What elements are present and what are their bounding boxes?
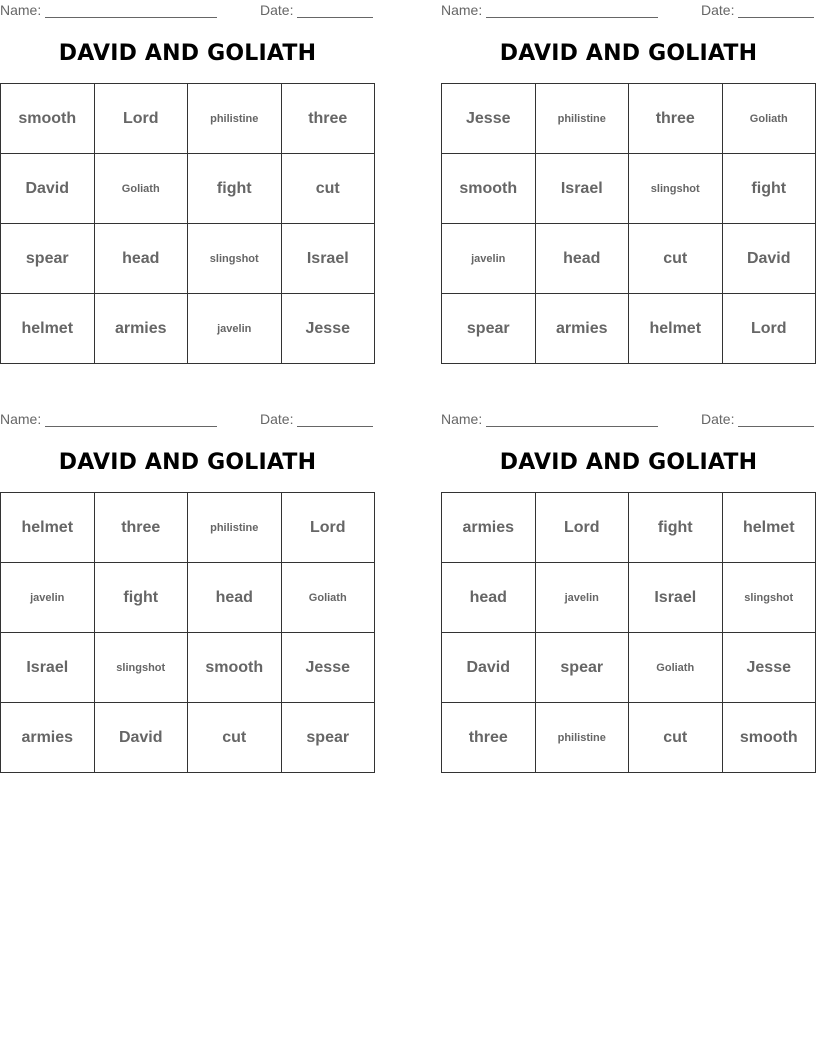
grid-cell: spear — [1, 224, 95, 294]
grid-cell: three — [94, 493, 188, 563]
grid-cell: spear — [535, 633, 629, 703]
grid-cell: Lord — [94, 84, 188, 154]
date-blank — [738, 3, 814, 18]
grid-cell: Lord — [281, 493, 375, 563]
grid-cell: three — [442, 703, 536, 773]
grid-cell: armies — [94, 294, 188, 364]
grid-row — [442, 703, 816, 773]
grid-row — [1, 84, 375, 154]
grid-cell: Jesse — [281, 633, 375, 703]
grid-cell: fight — [722, 154, 816, 224]
grid-cell: Goliath — [281, 563, 375, 633]
date-label: Date: — [701, 2, 735, 18]
grid-cell: philistine — [188, 84, 282, 154]
grid-cell: head — [535, 224, 629, 294]
name-label: Name: — [0, 411, 42, 427]
grid-cell: Jesse — [281, 294, 375, 364]
grid-cell: Goliath — [629, 633, 723, 703]
grid-cell: helmet — [1, 294, 95, 364]
date-blank — [297, 3, 373, 18]
date-label: Date: — [701, 411, 735, 427]
grid-cell: javelin — [442, 224, 536, 294]
grid-row — [442, 294, 816, 364]
grid-cell: cut — [281, 154, 375, 224]
grid-cell: javelin — [1, 563, 95, 633]
grid-cell: smooth — [188, 633, 282, 703]
grid-cell: David — [442, 633, 536, 703]
name-blank — [486, 3, 658, 18]
grid-cell: spear — [281, 703, 375, 773]
bingo-card-4 — [441, 409, 816, 782]
date-blank — [297, 412, 373, 427]
name-date-line — [0, 2, 375, 20]
grid-cell: David — [722, 224, 816, 294]
grid-cell: helmet — [629, 294, 723, 364]
grid-cell: Israel — [535, 154, 629, 224]
grid-cell: fight — [629, 493, 723, 563]
grid-cell: javelin — [535, 563, 629, 633]
name-label: Name: — [441, 411, 483, 427]
grid-cell: philistine — [188, 493, 282, 563]
bingo-grid — [441, 492, 816, 773]
grid-cell: head — [188, 563, 282, 633]
grid-cell: Lord — [535, 493, 629, 563]
name-date-line — [441, 2, 816, 20]
grid-row — [1, 154, 375, 224]
grid-cell: smooth — [722, 703, 816, 773]
name-label: Name: — [0, 2, 42, 18]
grid-cell: helmet — [722, 493, 816, 563]
grid-cell: fight — [188, 154, 282, 224]
grid-row — [442, 84, 816, 154]
grid-row — [442, 563, 816, 633]
grid-cell: fight — [94, 563, 188, 633]
grid-row — [1, 224, 375, 294]
grid-cell: Jesse — [722, 633, 816, 703]
bingo-grid — [0, 492, 375, 773]
bingo-grid — [441, 83, 816, 364]
name-blank — [45, 3, 217, 18]
grid-cell: Goliath — [94, 154, 188, 224]
grid-cell: cut — [188, 703, 282, 773]
grid-row — [442, 633, 816, 703]
grid-row — [442, 224, 816, 294]
grid-row — [1, 563, 375, 633]
grid-cell: armies — [1, 703, 95, 773]
grid-row — [442, 493, 816, 563]
grid-cell: slingshot — [188, 224, 282, 294]
grid-cell: smooth — [442, 154, 536, 224]
grid-cell: Lord — [722, 294, 816, 364]
grid-cell: Goliath — [722, 84, 816, 154]
grid-cell: head — [94, 224, 188, 294]
grid-cell: philistine — [535, 84, 629, 154]
grid-row — [1, 633, 375, 703]
grid-cell: three — [629, 84, 723, 154]
card-title: DAVID AND GOLIATH — [499, 450, 758, 475]
grid-cell: David — [1, 154, 95, 224]
grid-cell: cut — [629, 224, 723, 294]
name-label: Name: — [441, 2, 483, 18]
grid-row — [442, 154, 816, 224]
date-blank — [738, 412, 814, 427]
date-label: Date: — [260, 2, 294, 18]
grid-cell: helmet — [1, 493, 95, 563]
grid-cell: David — [94, 703, 188, 773]
grid-cell: Israel — [1, 633, 95, 703]
grid-cell: spear — [442, 294, 536, 364]
grid-cell: philistine — [535, 703, 629, 773]
card-title: DAVID AND GOLIATH — [58, 450, 317, 475]
grid-row — [1, 294, 375, 364]
bingo-grid — [0, 83, 375, 364]
grid-row — [1, 493, 375, 563]
grid-cell: smooth — [1, 84, 95, 154]
grid-cell: Israel — [281, 224, 375, 294]
grid-cell: three — [281, 84, 375, 154]
grid-cell: slingshot — [94, 633, 188, 703]
card-title: DAVID AND GOLIATH — [499, 41, 758, 66]
name-date-line — [441, 411, 816, 429]
grid-cell: cut — [629, 703, 723, 773]
grid-cell: head — [442, 563, 536, 633]
card-title: DAVID AND GOLIATH — [58, 41, 317, 66]
bingo-card-1 — [0, 0, 375, 373]
date-label: Date: — [260, 411, 294, 427]
grid-cell: armies — [442, 493, 536, 563]
grid-cell: javelin — [188, 294, 282, 364]
grid-cell: slingshot — [629, 154, 723, 224]
bingo-card-3 — [0, 409, 375, 782]
grid-row — [1, 703, 375, 773]
grid-cell: armies — [535, 294, 629, 364]
name-blank — [486, 412, 658, 427]
bingo-card-2 — [441, 0, 816, 373]
name-date-line — [0, 411, 375, 429]
name-blank — [45, 412, 217, 427]
grid-cell: Israel — [629, 563, 723, 633]
grid-cell: Jesse — [442, 84, 536, 154]
grid-cell: slingshot — [722, 563, 816, 633]
